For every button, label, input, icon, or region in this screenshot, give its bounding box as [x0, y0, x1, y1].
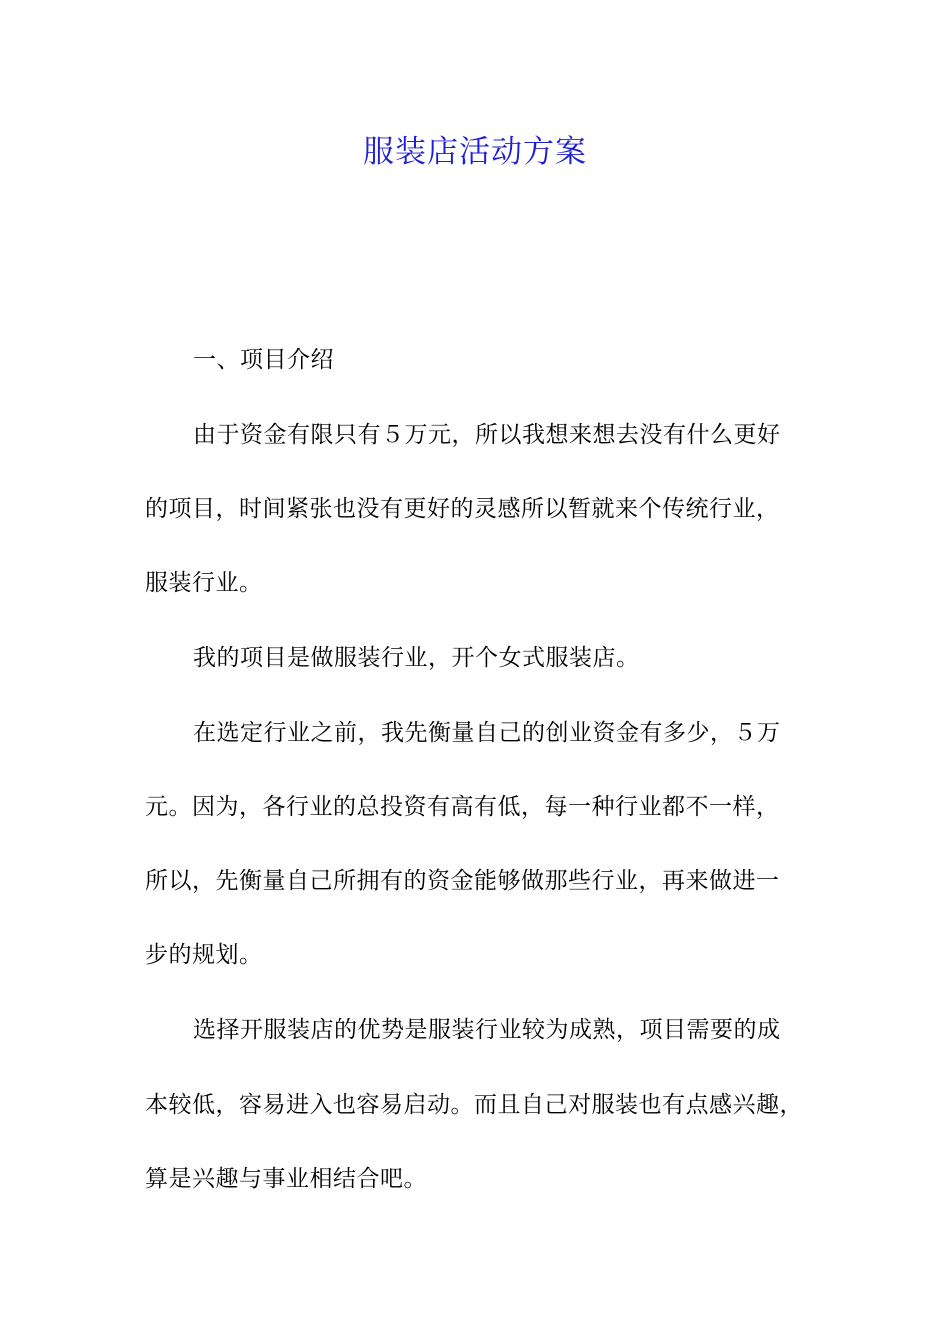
- paragraph-4-line-3: 算是兴趣与事业相结合吧。: [145, 1166, 427, 1192]
- paragraph-2-line-1: 我的项目是做服装行业，开个女式服装店。: [193, 645, 640, 671]
- paragraph-1-line-1: 由于资金有限只有５万元，所以我想来想去没有什么更好: [193, 422, 781, 448]
- paragraph-3-line-3: 所以，先衡量自己所拥有的资金能够做那些行业，再来做进一: [145, 868, 780, 894]
- paragraph-3-line-1: 在选定行业之前，我先衡量自己的创业资金有多少，５万: [193, 720, 781, 746]
- document-title: 服装店活动方案: [363, 134, 587, 170]
- paragraph-1-line-3: 服装行业。: [145, 570, 263, 596]
- paragraph-4-line-2: 本较低，容易进入也容易启动。而且自己对服装也有点感兴趣，: [145, 1092, 803, 1118]
- paragraph-3-line-2: 元。因为，各行业的总投资有高有低，每一种行业都不一样，: [145, 794, 780, 820]
- section-heading: 一、项目介绍: [193, 347, 334, 373]
- paragraph-3-line-4: 步的规划。: [145, 942, 263, 968]
- paragraph-4-line-1: 选择开服装店的优势是服装行业较为成熟，项目需要的成: [193, 1017, 781, 1043]
- paragraph-1-line-2: 的项目，时间紧张也没有更好的灵感所以暂就来个传统行业，: [145, 496, 780, 522]
